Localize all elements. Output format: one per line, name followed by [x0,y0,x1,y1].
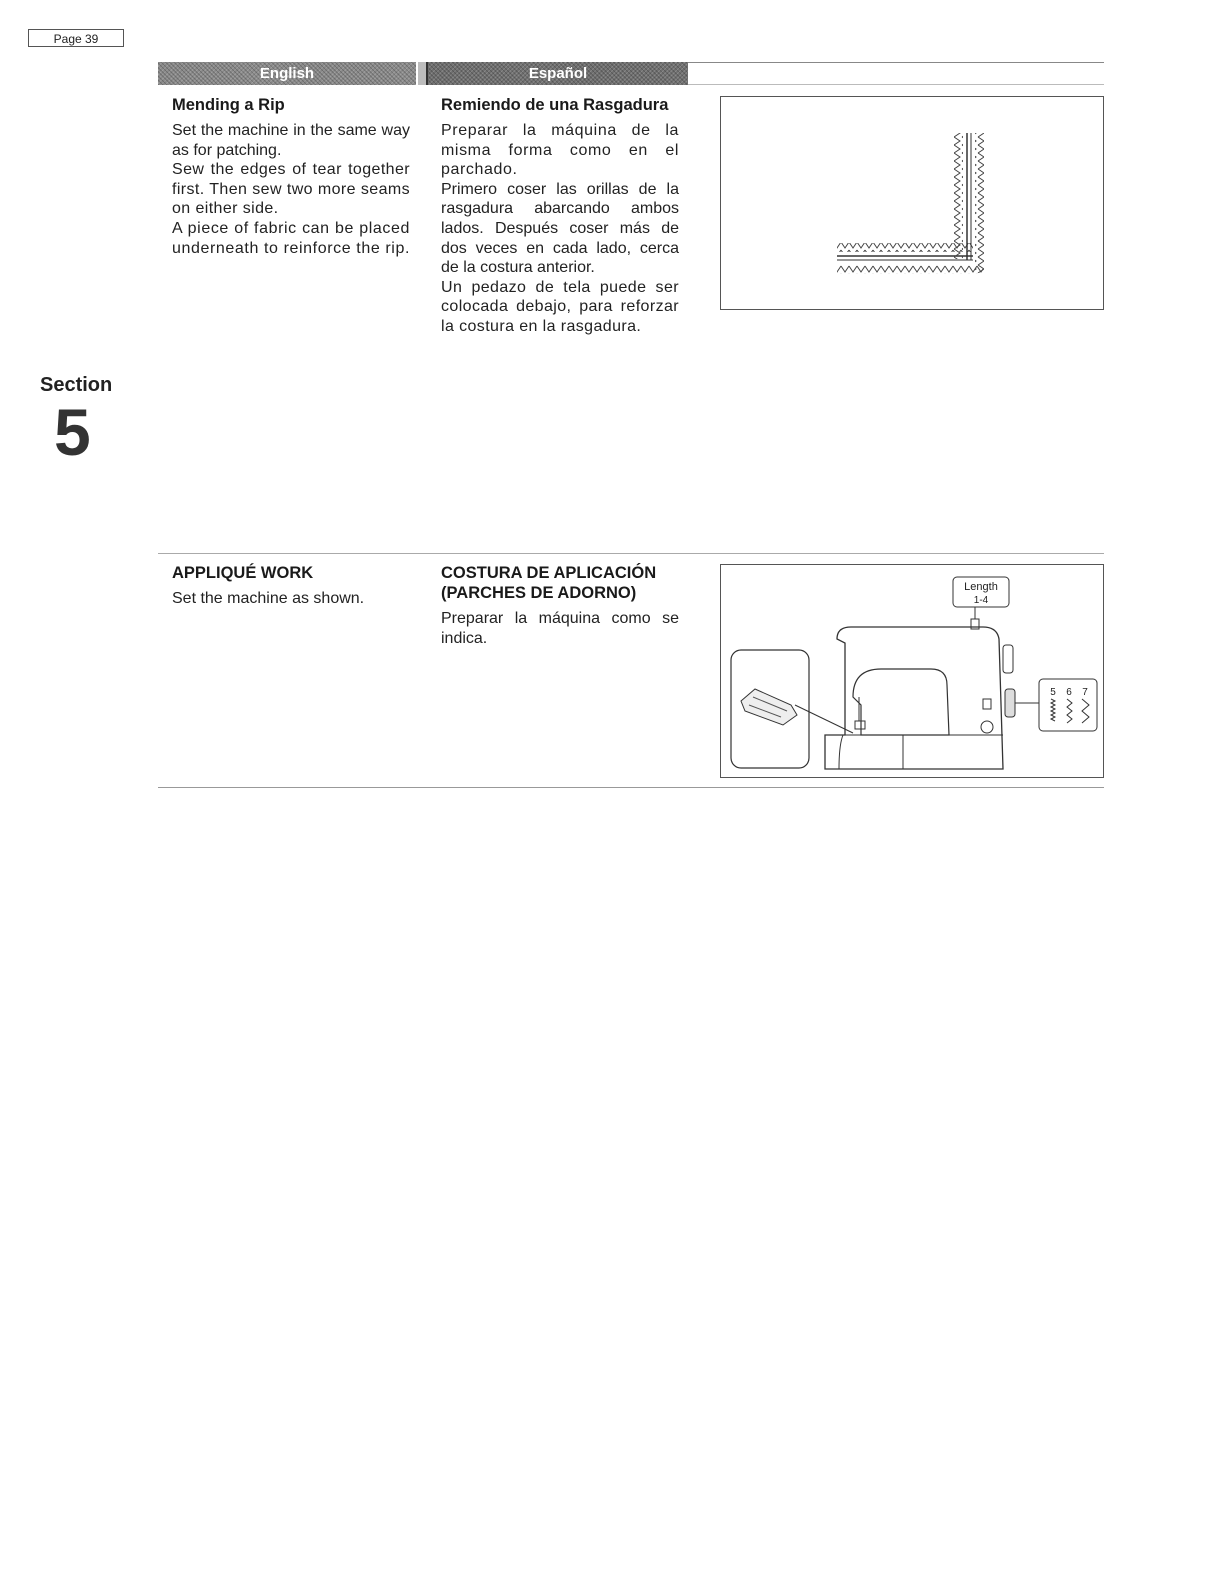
mending-english-p1: Set the machine in the same way as for patching. [172,122,410,159]
spanish-tab: Español [428,62,688,85]
language-divider [416,62,428,85]
section-divider [158,553,1104,554]
mending-english-column [172,95,410,258]
pattern-number-6: 6 [1066,687,1072,698]
applique-spanish-p1: Preparar la máquina como se indica. [441,610,679,647]
section-number: 5 [54,395,91,469]
mending-english-title: Mending a Rip [172,96,285,114]
mending-illustration [720,96,1104,310]
applique-spanish-title: COSTURA DE APLICACIÓN (PARCHES DE ADORNO) [441,564,657,602]
length-range: 1-4 [973,595,989,606]
length-label: Length [964,581,998,593]
length-callout [953,577,1009,607]
applique-english-p1: Set the machine as shown. [172,590,365,607]
mending-spanish-p3: Un pedazo de tela puede ser colocada debajo, para reforzar la costura en la rasgadura. [441,278,679,335]
presser-foot-icon [741,689,797,725]
mending-spanish-p1: Preparar la máquina de la misma forma como en el parchado. [441,122,679,179]
english-tab: English [158,62,416,85]
pattern-number-7: 7 [1082,687,1088,698]
language-header-bar [158,62,1104,85]
machine-setup-illustration [720,564,1104,778]
applique-english-column [172,563,410,609]
mending-spanish-p2: Primero coser las orillas de la rasgadura abarcando ambos lados. Después coser más de dos veces en cada lado, cerca de la costura anterior. [441,180,679,277]
section-label: Section [40,374,113,396]
applique-english-title: APPLIQUÉ WORK [172,564,314,582]
header-rule-top [688,62,1104,63]
mending-spanish-column [441,95,679,337]
pattern-number-5: 5 [1050,687,1056,698]
pattern-callout [1039,679,1097,731]
mending-english-p2: Sew the edges of tear together first. Then sew two more seams on either side. [172,161,410,218]
mending-spanish-title: Remiendo de una Rasgadura [441,96,669,114]
page-number-label: Page 39 [28,29,124,47]
header-rule-bottom [688,84,1104,85]
bottom-rule [158,787,1104,788]
mending-english-p3: A piece of fabric can be placed underneath to reinforce the rip. [172,219,411,257]
applique-spanish-column [441,563,679,648]
zigzag-corner-icon [721,97,1103,309]
sewing-machine-icon [721,565,1103,777]
